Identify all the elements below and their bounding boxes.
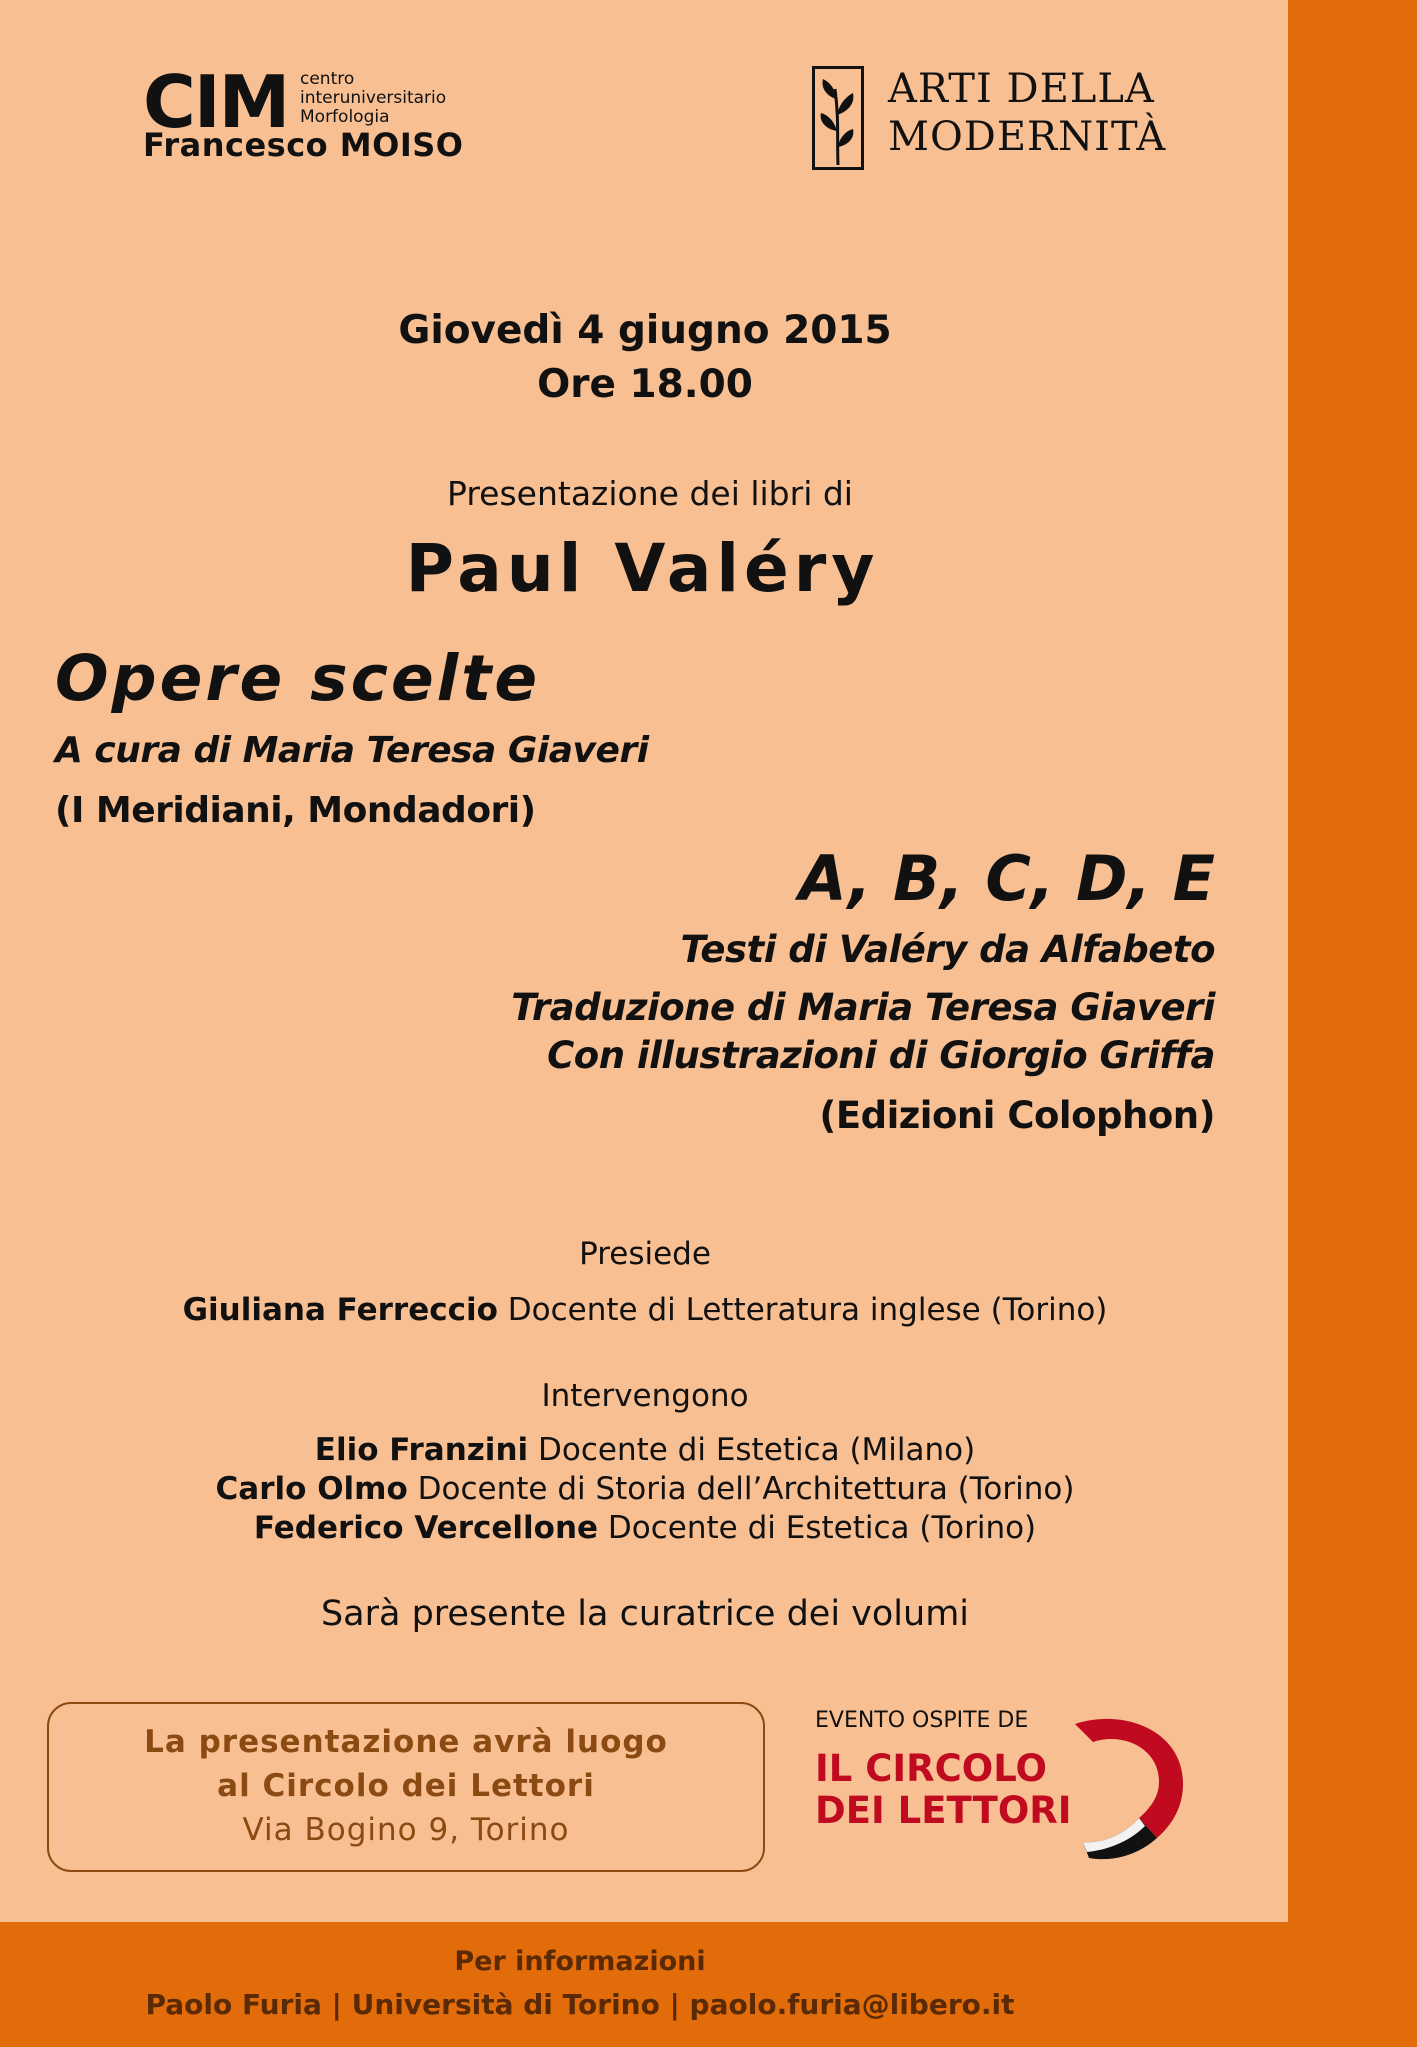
book2-publisher: (Edizioni Colophon) <box>819 1094 1215 1137</box>
cim-line2: interuniversitario <box>300 88 447 108</box>
arti-line1: ARTI DELLA <box>888 66 1155 112</box>
curator-note: Sarà presente la curatrice dei volumi <box>320 1594 970 1634</box>
footer-contact: Paolo Furia | Università di Torino | paolo.furia@libero.it <box>145 1988 1015 2021</box>
speaker-entry <box>0 1432 1290 1468</box>
cim-acronym: CIM <box>143 60 289 144</box>
chair-entry <box>0 1292 1290 1328</box>
footer <box>0 1922 1417 2047</box>
event-time: Ore 18.00 <box>537 362 753 407</box>
speaker-entry <box>0 1471 1290 1507</box>
cim-descriptor <box>300 70 446 127</box>
venue-line2: al Circolo dei Lettori <box>217 1768 595 1804</box>
event-intro: Presentazione dei libri di <box>447 474 853 513</box>
event-date: Giovedì 4 giugno 2015 <box>398 308 892 353</box>
venue-address: Via Bogino 9, Torino <box>242 1812 570 1848</box>
cim-line3: Morfologia <box>300 107 390 127</box>
book2-line2: Traduzione di Maria Teresa Giaveri <box>511 986 1215 1029</box>
plant-emblem-icon <box>812 66 864 170</box>
speaker-role: Docente di Storia dell’Architettura (Torino) <box>407 1471 1075 1507</box>
host-label: EVENTO OSPITE DE <box>815 1708 1029 1733</box>
speaker-name: Carlo Olmo <box>215 1471 408 1507</box>
host-name-line1: IL CIRCOLO <box>815 1747 1047 1790</box>
chair-name: Giuliana Ferreccio <box>182 1292 498 1328</box>
book1-editor: A cura di Maria Teresa Giaveri <box>55 730 649 771</box>
venue-line1: La presentazione avrà luogo <box>144 1724 668 1760</box>
speaker-role: Docente di Estetica (Milano) <box>528 1432 976 1468</box>
event-author: Paul Valéry <box>405 530 880 607</box>
cim-line1: centro <box>300 69 355 89</box>
host-name-line2: DEI LETTORI <box>815 1789 1072 1832</box>
chair-heading: Presiede <box>579 1236 711 1272</box>
book2-line1: Testi di Valéry da Alfabeto <box>680 928 1215 971</box>
speakers-heading: Intervengono <box>541 1378 749 1414</box>
book1-title: Opere scelte <box>55 642 541 715</box>
book1-publisher: (I Meridiani, Mondadori) <box>55 790 536 831</box>
cim-name: Francesco MOISO <box>143 126 464 164</box>
chair-role: Docente di Letteratura inglese (Torino) <box>497 1292 1108 1328</box>
circolo-mark-icon <box>1053 1706 1193 1866</box>
host-name <box>815 1748 1072 1832</box>
speaker-name: Elio Franzini <box>314 1432 529 1468</box>
speaker-name: Federico Vercellone <box>253 1510 599 1546</box>
footer-heading: Per informazioni <box>454 1946 706 1977</box>
speaker-role: Docente di Estetica (Torino) <box>598 1510 1037 1546</box>
book2-title: A, B, C, D, E <box>798 842 1215 915</box>
venue-box <box>47 1702 765 1872</box>
speaker-entry <box>0 1510 1290 1546</box>
right-accent-bar <box>1288 0 1417 1922</box>
book2-line3: Con illustrazioni di Giorgio Griffa <box>547 1034 1215 1077</box>
arti-line2: MODERNITÀ <box>888 114 1167 160</box>
